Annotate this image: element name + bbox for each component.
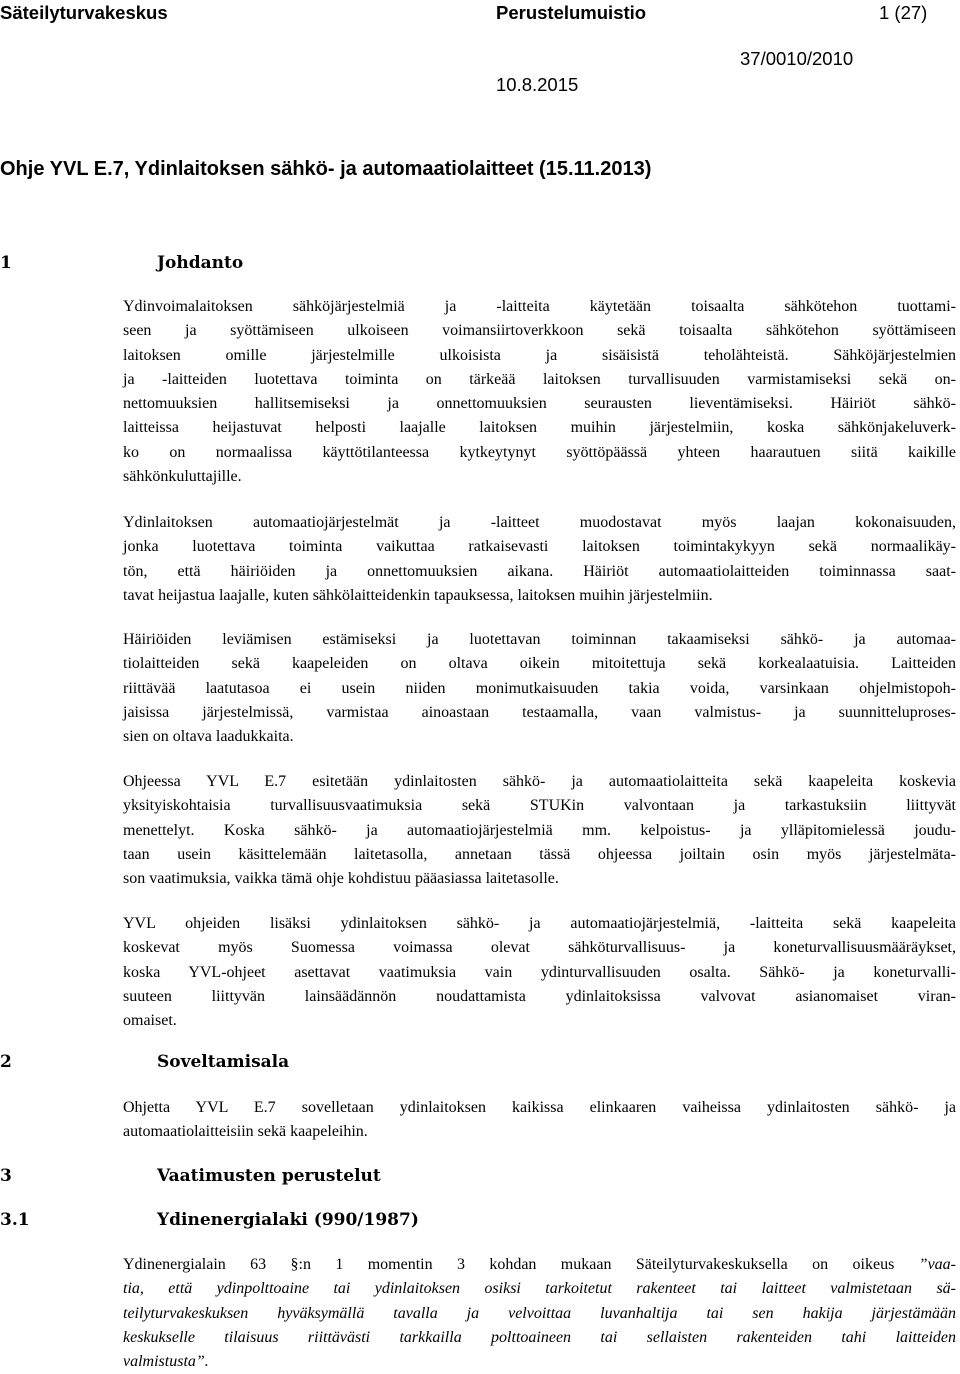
document-title: Ohje YVL E.7, Ydinlaitoksen sähkö- ja automaatiolaitteet (15.11.2013) [0,158,652,180]
section-number: 3 [0,1166,12,1186]
section-heading-2 [0,1052,289,1072]
section-title: Vaatimusten perustelut [157,1166,381,1186]
section-title: Soveltamisala [157,1052,290,1072]
text-line: koska YVL-ohjeet asettavat vaatimuksia vain ydinturvallisuuden osalta. Sähkö- ja koneturvalli- [123,963,956,981]
section-title: Johdanto [157,253,244,273]
section-number: 1 [0,253,12,273]
document-type: Perustelumuistio [496,2,647,23]
text-line: Ohjeessa YVL E.7 esitetään ydinlaitosten sähkö- ja automaatiolaitteita sekä kaapeleita koskevia [123,773,956,790]
paragraph-nuclear-energy-act [123,1253,956,1374]
text-line: sien on oltava laadukkaita. [123,728,294,746]
intro-text: Ydinenergialain 63 §:n 1 momentin 3 kohdan mukaan Säteilyturvakeskuksella on oikeus [123,1256,919,1273]
text-line: sähkönkuluttajille. [123,468,242,486]
text-line: jaisissa järjestelmissä, varmistaa ainoastaan testaamalla, vaan valmistus- ja suunnitteluproses- [123,703,956,721]
text-line: Häiriöiden leviämisen estämiseksi ja luotettavan toiminnan takaamiseksi sähkö- ja automaa- [123,631,956,648]
paragraph-other-regulations [123,912,956,1033]
text-line: YVL ohjeiden lisäksi ydinlaitoksen sähkö- ja automaatiojärjestelmiä, -laitteita sekä kaapeleita [123,915,956,932]
quote-line: keskukselle tilaisuus riittävästi tarkkailla polttoaineen tai sellaisten rakenteiden tahi laitteiden [123,1328,956,1346]
paragraph-applicability [123,1096,956,1145]
text-line: Ydinvoimalaitoksen sähköjärjestelmiä ja -laitteita käytetään toisaalta sähkötehon tuottami- [123,298,956,315]
section-heading-3-1 [0,1210,419,1230]
text-line: ko on normaalissa käyttötilanteessa kytkeytynyt syöttöpäässä yhteen haarautuen siitä kaikille [123,443,956,461]
text-line [123,1253,956,1277]
quote-line: valmistusta”. [123,1353,209,1371]
paragraph-quality [123,628,956,749]
section-number: 2 [0,1052,12,1072]
text-line: jonka luotettava toiminta vaikuttaa ratkaisevasti laitoksen toimintakykyyn sekä normaalikäy- [123,538,956,556]
text-line: Ydinlaitoksen automaatiojärjestelmät ja -laitteet muodostavat myös laajan kokonaisuuden, [123,514,956,531]
reference-number: 37/0010/2010 [740,48,854,69]
quote-line: tia, että ydinpolttoaine tai ydinlaitoksen osiksi tarkoitetut rakenteet tai laitteet valmistetaan sä- [123,1280,956,1298]
paragraph-automation [123,511,956,608]
text-line: taan usein käsittelemään laitetasolla, annetaan tässä ohjeessa joiltain osin myös järjestelmäta- [123,845,956,863]
text-line: ja -laitteiden luotettava toiminta on tärkeää laitoksen turvallisuuden varmistamiseksi sekä on- [123,370,956,388]
section-number: 3.1 [0,1210,30,1230]
section-title: Ydinenergialaki (990/1987) [157,1210,419,1230]
text-line: koskevat myös Suomessa voimassa olevat sähköturvallisuus- ja koneturvallisuusmääräykset, [123,939,956,957]
text-line: yksityiskohtaisia turvallisuusvaatimuksia sekä STUKin valvontaan ja tarkastuksiin liittyvät [123,797,956,815]
quote-text: ”vaa- [918,1256,956,1273]
text-line: omaiset. [123,1012,177,1030]
text-line: tavat heijastua laajalle, kuten sähkölaitteidenkin tapauksessa, laitoksen muihin järjestelmiin. [123,586,713,604]
text-line: laitteissa heijastuvat helposti laajalle laitoksen muihin järjestelmiin, koska sähkönjakeluverk- [123,419,956,437]
section-heading-3 [0,1166,381,1186]
text-line: nettomuuksien hallitsemiseksi ja onnettomuuksien seurausten lieventämiseksi. Häiriöt sähkö- [123,395,956,413]
text-line: Ohjetta YVL E.7 sovelletaan ydinlaitoksen kaikissa elinkaaren vaiheissa ydinlaitosten sähkö- ja [123,1099,956,1116]
page-number: 1 (27) [879,2,928,23]
document-date: 10.8.2015 [496,74,579,95]
text-line: seen ja syöttämiseen ulkoiseen voimansiirtoverkkoon sekä toisaalta sähkötehon syöttämiseen [123,322,956,340]
text-line: menettelyt. Koska sähkö- ja automaatiojärjestelmiä mm. kelpoistus- ja ylläpitomielessä joudu- [123,821,956,839]
text-line: tön, että häiriöiden ja onnettomuuksien aikana. Häiriöt automaatiolaitteiden toiminnassa saat- [123,562,956,580]
paragraph-intro-electrical [123,295,956,489]
paragraph-guide-scope [123,770,956,891]
quote-line: teilyturvakeskuksen hyväksymällä tavalla ja velvoittaa luvanhaltija tai sen hakija järjestämään [123,1304,956,1322]
text-line: laitoksen omille järjestelmille ulkoisista ja sisäisistä teholähteistä. Sähköjärjestelmien [123,346,956,364]
organization-name: Säteilyturvakeskus [0,2,168,23]
text-line: automaatiolaitteisiin sekä kaapeleihin. [123,1123,368,1141]
text-line: suuteen liittyvän lainsäädännön noudattamista ydinlaitoksissa valvovat asianomaiset viran- [123,987,956,1005]
text-line: tiolaitteiden sekä kaapeleiden on oltava oikein mitoitettuja sekä korkealaatuisia. Laitteiden [123,655,956,673]
text-line: riittävää laatutasoa ei usein niiden monimutkaisuuden takia voida, varsinkaan ohjelmistopoh- [123,679,956,697]
text-line: son vaatimuksia, vaikka tämä ohje kohdistuu pääasiassa laitetasolle. [123,870,559,888]
section-heading-1 [0,253,243,273]
